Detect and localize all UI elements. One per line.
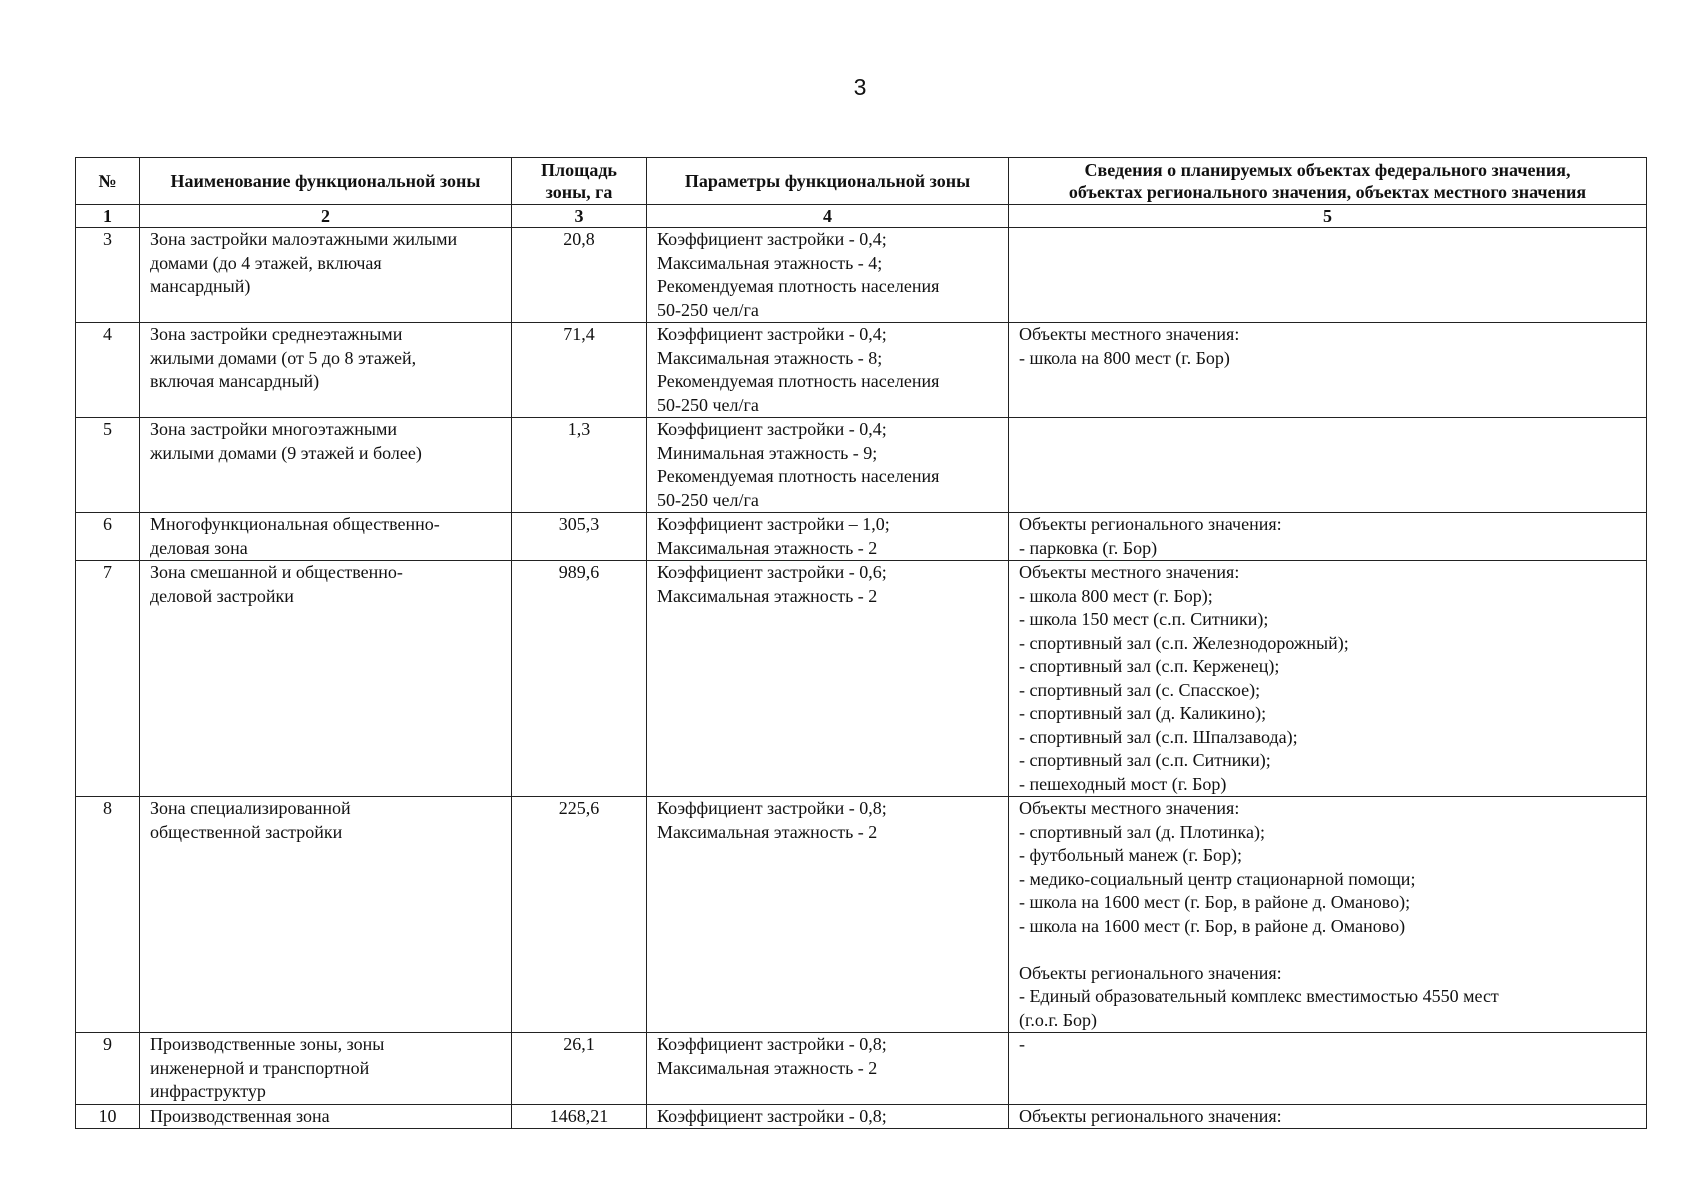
zone-params	[647, 323, 1009, 418]
zone-params	[647, 797, 1009, 1033]
planned-objects-line	[1019, 938, 1636, 962]
zone-number: 9	[76, 1033, 140, 1105]
zone-name-line: деловой застройки	[150, 585, 294, 606]
zone-params-line: Рекомендуемая плотность населения	[657, 276, 940, 296]
zone-params-line: 50-250 чел/га	[657, 299, 759, 320]
zone-name-line: инфраструктур	[150, 1081, 266, 1101]
planned-objects	[1009, 323, 1647, 418]
zone-area: 1468,21	[512, 1104, 647, 1129]
zone-number: 5	[76, 418, 140, 513]
zone-area: 26,1	[512, 1033, 647, 1105]
zone-params	[647, 1033, 1009, 1105]
zone-name	[140, 323, 512, 418]
planned-objects-line: - школа на 1600 мест (г. Бор, в районе д. Оманово)	[1019, 915, 1406, 936]
table-row	[76, 323, 1647, 418]
zone-name-line: Производственная зона	[150, 1105, 330, 1126]
table-row	[76, 561, 1647, 797]
table-row	[76, 418, 1647, 513]
zone-area: 20,8	[512, 228, 647, 323]
planned-objects-line: Объекты регионального значения:	[1019, 1105, 1282, 1126]
zone-area: 71,4	[512, 323, 647, 418]
header-area-line2: зоны, га	[545, 182, 613, 202]
zone-number: 7	[76, 561, 140, 797]
planned-objects-line: -	[1019, 1034, 1025, 1054]
zone-params	[647, 561, 1009, 797]
functional-zones-table	[75, 157, 1647, 1129]
planned-objects-line: Объекты регионального значения:	[1019, 514, 1282, 534]
zone-params-line: Коэффициент застройки - 0,8;	[657, 1034, 887, 1054]
header-zone-params: Параметры функциональной зоны	[647, 158, 1009, 205]
planned-objects-line: - спортивный зал (с.п. Шпалзавода);	[1019, 726, 1298, 747]
zone-params-line: Коэффициент застройки - 0,8;	[657, 798, 887, 818]
zone-name-line: Многофункциональная общественно-	[150, 514, 440, 534]
column-number: 3	[512, 205, 647, 228]
planned-objects-line: - пешеходный мост (г. Бор)	[1019, 773, 1227, 794]
zone-params-line: Рекомендуемая плотность населения	[657, 466, 940, 486]
zone-name-line: Зона застройки среднеэтажными	[150, 324, 403, 344]
zone-params-line: Максимальная этажность - 4;	[657, 252, 883, 273]
zone-params-line: Максимальная этажность - 2	[657, 1057, 878, 1078]
zone-name-line: Зона застройки малоэтажными жилыми	[150, 229, 458, 249]
zone-params-line: Коэффициент застройки - 0,4;	[657, 324, 887, 344]
zone-name	[140, 797, 512, 1033]
planned-objects	[1009, 418, 1647, 513]
zone-params-line: Коэффициент застройки - 0,6;	[657, 562, 887, 582]
zone-name-line: инженерной и транспортной	[150, 1057, 370, 1078]
zone-number: 8	[76, 797, 140, 1033]
column-number: 5	[1009, 205, 1647, 228]
zone-name-line: Зона специализированной	[150, 798, 351, 818]
column-number: 2	[140, 205, 512, 228]
zone-params-line: Максимальная этажность - 2	[657, 537, 878, 558]
zone-name-line: Производственные зоны, зоны	[150, 1034, 385, 1054]
header-area-line1: Площадь	[541, 160, 617, 180]
planned-objects	[1009, 1104, 1647, 1129]
zone-name-line: мансардный)	[150, 276, 251, 296]
zone-params-line: Максимальная этажность - 2	[657, 585, 878, 606]
planned-objects	[1009, 561, 1647, 797]
planned-objects-line: - медико-социальный центр стационарной помощи;	[1019, 868, 1416, 889]
planned-objects-line: - спортивный зал (д. Каликино);	[1019, 703, 1267, 723]
zone-name	[140, 513, 512, 561]
header-zone-name: Наименование функциональной зоны	[140, 158, 512, 205]
header-objects-line1: Сведения о планируемых объектах федерального значения,	[1084, 160, 1571, 180]
zone-params-line: Минимальная этажность - 9;	[657, 442, 878, 463]
planned-objects-line: - футбольный манеж (г. Бор);	[1019, 845, 1243, 865]
planned-objects-line: - спортивный зал (с. Спасское);	[1019, 679, 1261, 700]
planned-objects-line: Объекты местного значения:	[1019, 798, 1240, 818]
table-row	[76, 797, 1647, 1033]
zone-name	[140, 418, 512, 513]
zone-number: 4	[76, 323, 140, 418]
zone-number: 3	[76, 228, 140, 323]
planned-objects	[1009, 228, 1647, 323]
planned-objects	[1009, 1033, 1647, 1105]
zone-number: 6	[76, 513, 140, 561]
planned-objects-line: - школа на 800 мест (г. Бор)	[1019, 347, 1230, 368]
table-row	[76, 228, 1647, 323]
zone-params-line: Коэффициент застройки - 0,4;	[657, 229, 887, 249]
zone-params	[647, 1104, 1009, 1129]
zone-params-line: Рекомендуемая плотность населения	[657, 371, 940, 391]
planned-objects	[1009, 797, 1647, 1033]
column-number: 4	[647, 205, 1009, 228]
zone-name-line: Зона застройки многоэтажными	[150, 419, 397, 439]
zone-area: 225,6	[512, 797, 647, 1033]
column-number-row	[76, 205, 1647, 228]
zone-name	[140, 1104, 512, 1129]
zone-params-line: Коэффициент застройки - 0,4;	[657, 419, 887, 439]
table-row	[76, 1033, 1647, 1105]
zone-params-line: Коэффициент застройки – 1,0;	[657, 514, 890, 534]
planned-objects-line: - школа 800 мест (г. Бор);	[1019, 585, 1213, 606]
planned-objects-line: - спортивный зал (д. Плотинка);	[1019, 821, 1265, 842]
header-no: №	[76, 158, 140, 205]
header-area	[512, 158, 647, 205]
page-number: 3	[853, 74, 867, 100]
column-number: 1	[76, 205, 140, 228]
planned-objects-line: Объекты местного значения:	[1019, 562, 1240, 582]
zone-name-line: общественной застройки	[150, 821, 343, 842]
zone-params	[647, 228, 1009, 323]
zone-area: 1,3	[512, 418, 647, 513]
planned-objects-line: - школа на 1600 мест (г. Бор, в районе д. Оманово);	[1019, 892, 1411, 912]
planned-objects-line: - спортивный зал (с.п. Керженец);	[1019, 656, 1280, 676]
zone-name-line: домами (до 4 этажей, включая	[150, 252, 382, 273]
zone-params-line: Коэффициент застройки - 0,8;	[657, 1105, 887, 1126]
planned-objects-line: - спортивный зал (с.п. Железнодорожный);	[1019, 632, 1349, 653]
zone-name-line: деловая зона	[150, 537, 248, 558]
table-row	[76, 513, 1647, 561]
planned-objects-line: - Единый образовательный комплекс вместимостью 4550 мест	[1019, 986, 1499, 1006]
planned-objects-line: Объекты местного значения:	[1019, 324, 1240, 344]
zone-name	[140, 1033, 512, 1105]
header-objects-line2: объектах регионального значения, объектах местного значения	[1068, 182, 1587, 202]
header-planned-objects	[1009, 158, 1647, 205]
zone-name-line: жилыми домами (9 этажей и более)	[150, 442, 422, 463]
planned-objects-line: (г.о.г. Бор)	[1019, 1009, 1098, 1030]
zone-area: 989,6	[512, 561, 647, 797]
planned-objects	[1009, 513, 1647, 561]
planned-objects-line: - спортивный зал (с.п. Ситники);	[1019, 750, 1271, 770]
zone-params	[647, 513, 1009, 561]
zone-name	[140, 228, 512, 323]
zone-params-line: 50-250 чел/га	[657, 489, 759, 510]
zone-params-line: 50-250 чел/га	[657, 394, 759, 415]
zone-params	[647, 418, 1009, 513]
zone-area: 305,3	[512, 513, 647, 561]
planned-objects-line: - парковка (г. Бор)	[1019, 537, 1158, 558]
zone-name-line: жилыми домами (от 5 до 8 этажей,	[150, 347, 417, 368]
planned-objects-line: Объекты регионального значения:	[1019, 962, 1282, 983]
zone-name-line: включая мансардный)	[150, 371, 320, 391]
zone-number: 10	[76, 1104, 140, 1129]
zone-name	[140, 561, 512, 797]
zone-params-line: Максимальная этажность - 2	[657, 821, 878, 842]
table-row	[76, 1104, 1647, 1129]
zone-name-line: Зона смешанной и общественно-	[150, 562, 403, 582]
header-row	[76, 158, 1647, 205]
zone-params-line: Максимальная этажность - 8;	[657, 347, 883, 368]
planned-objects-line: - школа 150 мест (с.п. Ситники);	[1019, 609, 1269, 629]
